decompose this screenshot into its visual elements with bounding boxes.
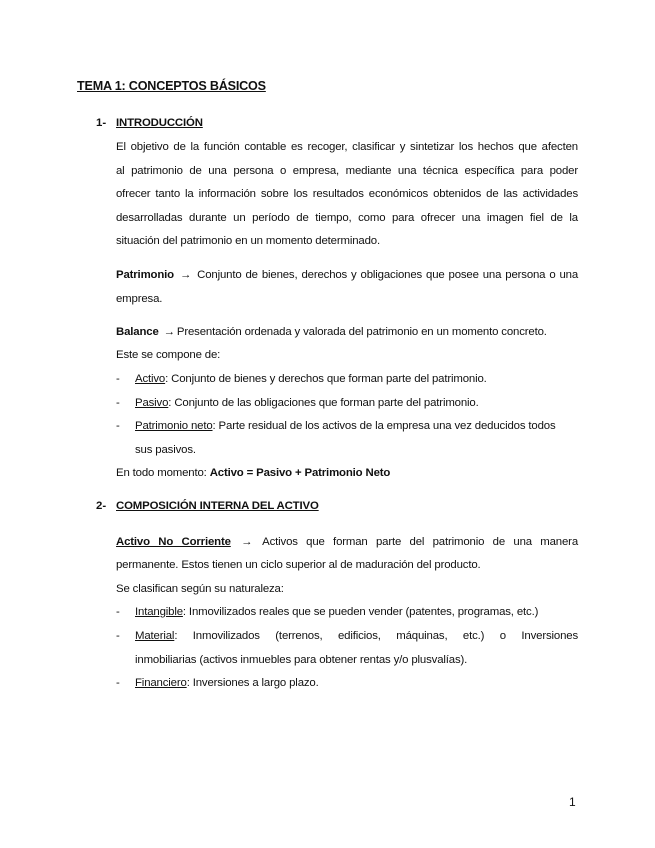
bullet-dash: - [116, 397, 120, 409]
equation-line [116, 466, 390, 480]
intro-line-5: situación del patrimonio en un momento determinado. [116, 235, 380, 247]
section-2-number: 2- [96, 500, 107, 512]
anc-definition [116, 535, 578, 549]
intro-line-1: El objetivo de la función contable es recoger, clasificar y sintetizar los hechos que afecten [116, 141, 578, 153]
arrow-icon: → [241, 536, 253, 548]
list-item-material [135, 629, 578, 643]
intro-line-4: desarrolladas durante un período de tiempo, como para ofrecer una imagen fiel de la [116, 212, 578, 224]
list-item-def: : Inversiones a largo plazo. [186, 677, 319, 689]
list-item-pasivo [135, 396, 479, 410]
list-item-cont: sus pasivos. [135, 444, 196, 456]
list-item-def: : Inmovilizados (terrenos, edificios, máquinas, etc.) o Inversiones [174, 630, 578, 642]
anc-term: Activo No Corriente [116, 536, 231, 548]
section-1-heading: INTRODUCCIÓN [116, 117, 203, 129]
balance-definition [116, 325, 547, 339]
bullet-dash: - [116, 420, 120, 432]
equation-prefix: En todo momento: [116, 467, 210, 479]
list-item-def: : Conjunto de las obligaciones que forman parte del patrimonio. [168, 397, 479, 409]
anc-def-cont: permanente. Estos tienen un ciclo superior al de maduración del producto. [116, 559, 481, 571]
patrimonio-definition [116, 268, 578, 282]
arrow-icon: → [179, 269, 192, 281]
intro-line-2: al patrimonio de una persona o empresa, mediante una técnica específica para poder [116, 165, 578, 177]
list-item-cont: inmobiliarias (activos inmuebles para obtener rentas y/o plusvalías). [135, 654, 468, 666]
patrimonio-def: Conjunto de bienes, derechos y obligaciones que posee una persona o una [197, 269, 579, 281]
page-title: TEMA 1: CONCEPTOS BÁSICOS [77, 79, 266, 93]
section-1-number: 1- [96, 117, 107, 129]
intro-line-3: ofrecer tanto la información sobre los resultados económicos obtenidos de las actividades [116, 188, 578, 200]
page-number: 1 [569, 795, 576, 809]
bullet-dash: - [116, 630, 120, 642]
bullet-dash: - [116, 606, 120, 618]
anc-def: Activos que forman parte del patrimonio de una manera [262, 536, 579, 548]
arrow-icon: → [163, 326, 175, 338]
bullet-dash: - [116, 373, 120, 385]
compone-text: Este se compone de: [116, 349, 221, 361]
list-item-patrimonio-neto [135, 419, 556, 433]
list-item-intangible [135, 605, 538, 619]
list-item-def: : Conjunto de bienes y derechos que forman parte del patrimonio. [165, 373, 487, 385]
section-2-heading: COMPOSICIÓN INTERNA DEL ACTIVO [116, 500, 319, 512]
list-item-term: Pasivo [135, 397, 169, 409]
list-item-term: Intangible [135, 606, 183, 618]
list-item-financiero [135, 676, 319, 690]
patrimonio-def-cont: empresa. [116, 293, 163, 305]
list-item-term: Activo [135, 373, 166, 385]
list-item-activo [135, 372, 487, 386]
list-item-term: Financiero [135, 677, 187, 689]
list-item-def: : Parte residual de los activos de la empresa una vez deducidos todos [212, 420, 556, 432]
bullet-dash: - [116, 677, 120, 689]
clasifican-text: Se clasifican según su naturaleza: [116, 583, 284, 595]
equation: Activo = Pasivo + Patrimonio Neto [209, 467, 391, 479]
balance-def: Presentación ordenada y valorada del patrimonio en un momento concreto. [176, 326, 547, 338]
list-item-def: : Inmovilizados reales que se pueden vender (patentes, programas, etc.) [182, 606, 539, 618]
patrimonio-term: Patrimonio [116, 269, 174, 281]
list-item-term: Patrimonio neto [135, 420, 213, 432]
balance-term: Balance [116, 326, 159, 338]
list-item-term: Material [135, 630, 175, 642]
